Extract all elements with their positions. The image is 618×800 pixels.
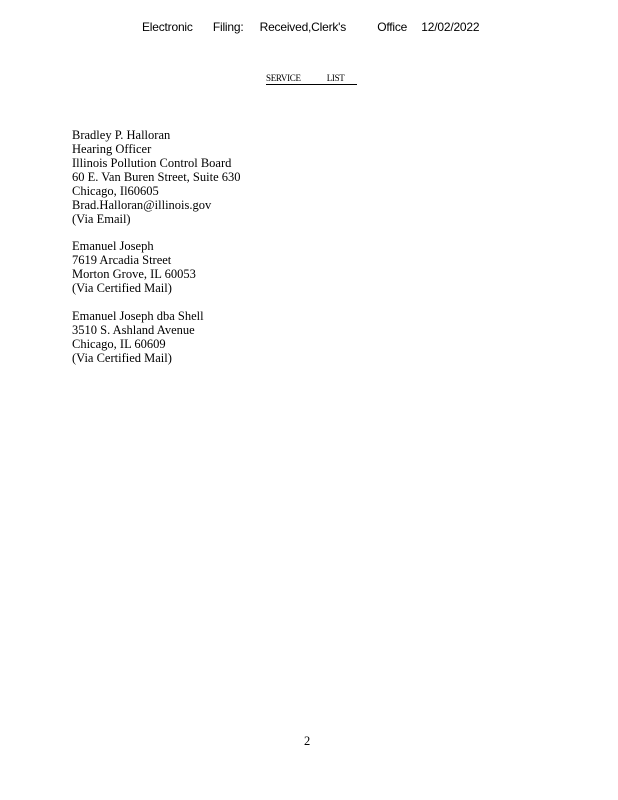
- page-number: 2: [304, 734, 311, 748]
- recipient-title: Hearing Officer: [72, 142, 152, 156]
- recipient-delivery-method: (Via Certified Mail): [72, 281, 172, 295]
- recipient-street: 7619 Arcadia Street: [72, 253, 172, 267]
- title-word-service: SERVICE: [266, 73, 301, 83]
- recipient-block-joseph: [72, 239, 196, 295]
- recipient-delivery-method: (Via Email): [72, 212, 131, 226]
- stamp-word-electronic: Electronic: [142, 20, 193, 34]
- recipient-name: Bradley P. Halloran: [72, 128, 171, 142]
- recipient-delivery-method: (Via Certified Mail): [72, 351, 172, 365]
- service-list-title: [266, 73, 357, 85]
- recipient-street: 60 E. Van Buren Street, Suite 630: [72, 170, 241, 184]
- recipient-city: Morton Grove, IL 60053: [72, 267, 196, 281]
- stamp-word-filing: Filing:: [212, 20, 244, 34]
- title-word-list: LIST: [326, 73, 345, 83]
- recipient-name: Emanuel Joseph: [72, 239, 154, 253]
- recipient-block-halloran: [72, 128, 241, 226]
- stamp-date: 12/02/2022: [421, 20, 480, 34]
- recipient-organization: Illinois Pollution Control Board: [72, 156, 232, 170]
- recipient-city: Chicago, IL 60609: [72, 337, 166, 351]
- stamp-word-office: Office: [377, 20, 408, 34]
- recipient-street: 3510 S. Ashland Avenue: [72, 323, 195, 337]
- stamp-word-received-clerks: Received,Clerk's: [259, 20, 347, 34]
- recipient-block-joseph-shell: [72, 309, 204, 365]
- recipient-email: Brad.Halloran@illinois.gov: [72, 198, 212, 212]
- electronic-filing-stamp: [142, 20, 479, 34]
- recipient-name: Emanuel Joseph dba Shell: [72, 309, 204, 323]
- recipient-city: Chicago, Il60605: [72, 184, 159, 198]
